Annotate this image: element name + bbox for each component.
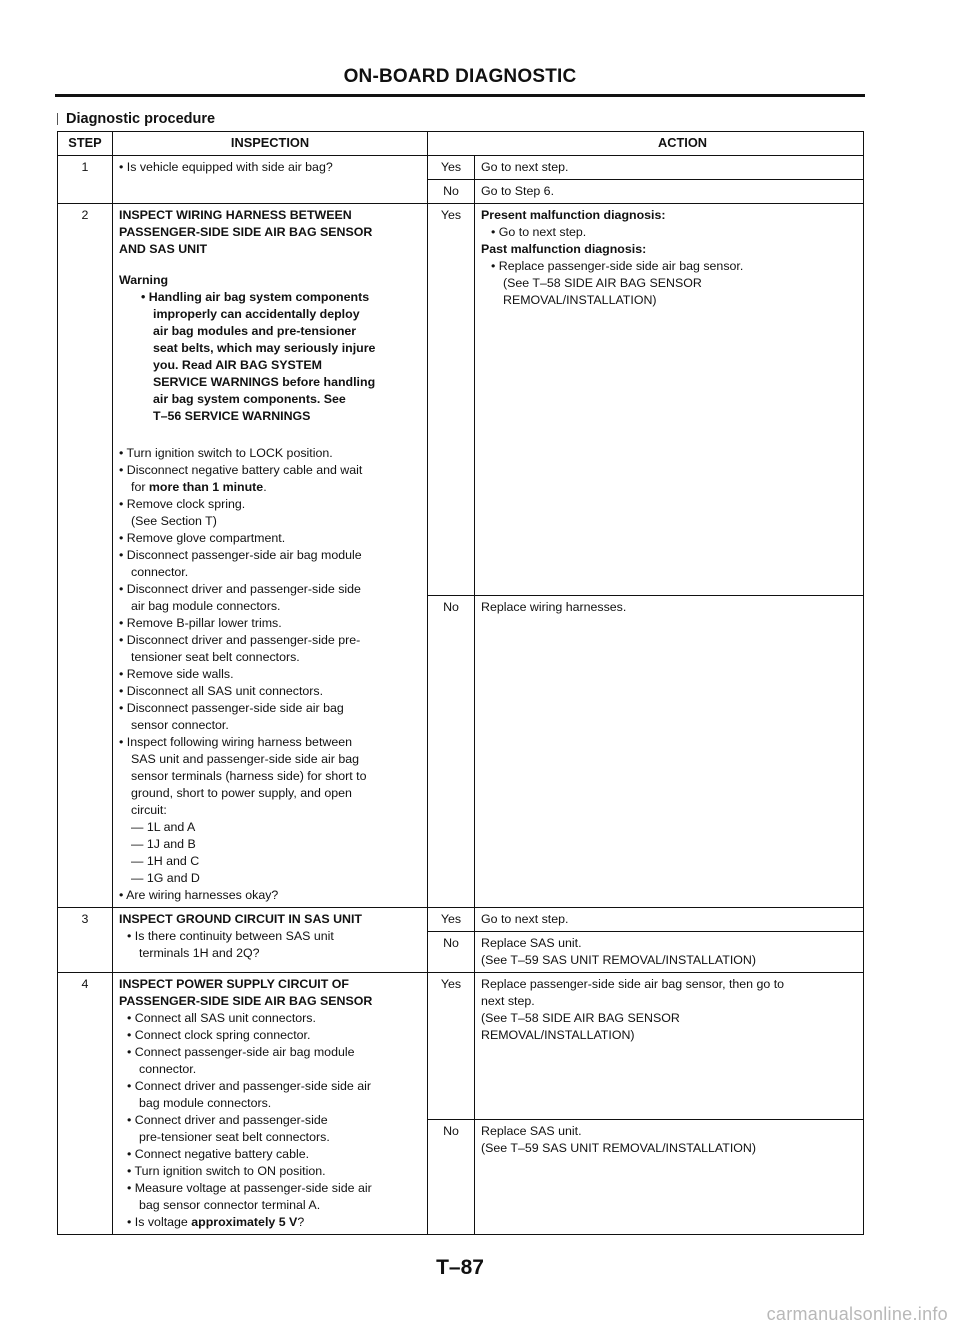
action-cell	[475, 973, 864, 1120]
no-label: No	[428, 932, 475, 973]
inspection-item-cont: (See Section T)	[131, 514, 217, 528]
warning-text: • Handling air bag system components	[141, 290, 370, 304]
inspection-cell	[113, 908, 428, 973]
table-row	[58, 908, 864, 932]
inspection-item: • Is voltage approximately 5 V?	[127, 1215, 305, 1229]
inspection-item: • Connect negative battery cable.	[127, 1147, 310, 1161]
inspection-item-cont: SAS unit and passenger-side side air bag	[131, 752, 359, 766]
inspection-item: • Connect all SAS unit connectors.	[127, 1011, 316, 1025]
table-row	[58, 973, 864, 1120]
action-reference: (See T–58 SIDE AIR BAG SENSOR	[481, 1011, 680, 1025]
table-header-row	[58, 132, 864, 156]
action-item: • Replace passenger-side side air bag sensor.	[491, 259, 744, 273]
yes-label: Yes	[428, 204, 475, 596]
action-text: Go to Step 6.	[475, 180, 864, 204]
action-text: Go to next step.	[475, 908, 864, 932]
yes-label: Yes	[428, 156, 475, 180]
col-header-step: STEP	[58, 132, 113, 156]
inspection-item: • Disconnect passenger-side air bag module	[119, 548, 362, 562]
inspection-item: • Inspect following wiring harness between	[119, 735, 353, 749]
inspection-item: • Disconnect driver and passenger-side pre-	[119, 633, 361, 647]
warning-label: Warning	[119, 273, 169, 287]
col-header-inspection: INSPECTION	[113, 132, 428, 156]
inspection-item: • Turn ignition switch to LOCK position.	[119, 446, 333, 460]
inspection-item: • Remove side walls.	[119, 667, 234, 681]
action-text: Replace passenger-side side air bag sensor, then go to	[481, 977, 785, 991]
inspection-item-cont: connector.	[139, 1062, 197, 1076]
watermark: carmanualsonline.info	[766, 1304, 948, 1324]
action-reference: (See T–59 SAS UNIT REMOVAL/INSTALLATION)	[481, 1141, 756, 1155]
warning-text: you. Read AIR BAG SYSTEM	[153, 358, 322, 372]
inspection-item-cont: pre-tensioner seat belt connectors.	[139, 1130, 330, 1144]
inspection-item-cont: sensor terminals (harness side) for short to	[131, 769, 367, 783]
inspection-item-cont: ground, short to power supply, and open	[131, 786, 352, 800]
warning-text: seat belts, which may seriously injure	[153, 341, 376, 355]
inspection-cell	[113, 156, 428, 204]
yes-label: Yes	[428, 908, 475, 932]
terminal-pair: — 1H and C	[131, 854, 200, 868]
inspection-item: • Connect clock spring connector.	[127, 1028, 311, 1042]
table-row	[58, 156, 864, 180]
step-number: 2	[58, 204, 113, 908]
inspection-title: PASSENGER-SIDE SIDE AIR BAG SENSOR	[119, 994, 373, 1008]
inspection-item: • Disconnect all SAS unit connectors.	[119, 684, 324, 698]
inspection-item: • Disconnect passenger-side side air bag	[119, 701, 344, 715]
action-reference: REMOVAL/INSTALLATION)	[481, 1028, 635, 1042]
warning-text: air bag system components. See	[153, 392, 346, 406]
terminal-pair: — 1J and B	[131, 837, 196, 851]
inspection-item: • Remove B-pillar lower trims.	[119, 616, 282, 630]
diagnostic-table	[57, 131, 864, 1235]
inspection-item: • Disconnect driver and passenger-side side	[119, 582, 361, 596]
inspection-item: • Remove glove compartment.	[119, 531, 286, 545]
margin-mark	[57, 113, 58, 125]
action-text: Replace SAS unit.	[481, 936, 582, 950]
inspection-item-cont: bag module connectors.	[139, 1096, 272, 1110]
inspection-item-cont: for more than 1 minute.	[131, 480, 267, 494]
inspection-item: • Remove clock spring.	[119, 497, 246, 511]
inspection-item-cont: sensor connector.	[131, 718, 229, 732]
inspection-item-cont: terminals 1H and 2Q?	[139, 946, 260, 960]
action-text: next step.	[481, 994, 535, 1008]
step-number: 4	[58, 973, 113, 1235]
inspection-title: AND SAS UNIT	[119, 242, 208, 256]
page-header-title: ON-BOARD DIAGNOSTIC	[343, 66, 577, 87]
inspection-item-cont: connector.	[131, 565, 189, 579]
past-malfunction-label: Past malfunction diagnosis:	[481, 242, 647, 256]
inspection-item: • Connect passenger-side air bag module	[127, 1045, 355, 1059]
action-reference: REMOVAL/INSTALLATION)	[503, 293, 657, 307]
action-text: Go to next step.	[475, 156, 864, 180]
inspection-item-cont: bag sensor connector terminal A.	[139, 1198, 321, 1212]
no-label: No	[428, 596, 475, 908]
inspection-title: INSPECT POWER SUPPLY CIRCUIT OF	[119, 977, 349, 991]
section-title: Diagnostic procedure	[66, 111, 216, 127]
yes-label: Yes	[428, 973, 475, 1120]
inspection-item: • Measure voltage at passenger-side side air	[127, 1181, 372, 1195]
terminal-pair: — 1G and D	[131, 871, 200, 885]
inspection-item: • Is vehicle equipped with side air bag?	[119, 160, 333, 174]
action-reference: (See T–58 SIDE AIR BAG SENSOR	[503, 276, 702, 290]
col-header-action: ACTION	[428, 132, 864, 156]
action-reference: (See T–59 SAS UNIT REMOVAL/INSTALLATION)	[481, 953, 756, 967]
warning-text: air bag modules and pre-tensioner	[153, 324, 357, 338]
action-cell	[475, 1120, 864, 1235]
present-malfunction-label: Present malfunction diagnosis:	[481, 208, 666, 222]
warning-text: SERVICE WARNINGS before handling	[153, 375, 376, 389]
step-number: 3	[58, 908, 113, 973]
table-row	[58, 204, 864, 596]
page-number: T–87	[436, 1256, 484, 1279]
inspection-item: • Are wiring harnesses okay?	[119, 888, 279, 902]
inspection-item: • Connect driver and passenger-side	[127, 1113, 328, 1127]
no-label: No	[428, 1120, 475, 1235]
step-number: 1	[58, 156, 113, 204]
header-rule	[55, 94, 865, 97]
inspection-cell	[113, 973, 428, 1235]
inspection-item: • Connect driver and passenger-side side air	[127, 1079, 372, 1093]
inspection-item: • Is there continuity between SAS unit	[127, 929, 334, 943]
inspection-item-cont: air bag module connectors.	[131, 599, 281, 613]
inspection-item-cont: circuit:	[131, 803, 167, 817]
inspection-cell	[113, 204, 428, 908]
action-item: • Go to next step.	[491, 225, 587, 239]
inspection-title: PASSENGER-SIDE SIDE AIR BAG SENSOR	[119, 225, 373, 239]
warning-text: T–56 SERVICE WARNINGS	[153, 409, 311, 423]
inspection-item: • Disconnect negative battery cable and wait	[119, 463, 363, 477]
inspection-title: INSPECT WIRING HARNESS BETWEEN	[119, 208, 352, 222]
action-text: Replace SAS unit.	[481, 1124, 582, 1138]
no-label: No	[428, 180, 475, 204]
inspection-title: INSPECT GROUND CIRCUIT IN SAS UNIT	[119, 912, 363, 926]
warning-text: improperly can accidentally deploy	[153, 307, 360, 321]
action-text: Replace wiring harnesses.	[475, 596, 864, 908]
action-cell	[475, 204, 864, 596]
inspection-item-cont: tensioner seat belt connectors.	[131, 650, 300, 664]
inspection-item: • Turn ignition switch to ON position.	[127, 1164, 326, 1178]
action-cell	[475, 932, 864, 973]
terminal-pair: — 1L and A	[131, 820, 196, 834]
